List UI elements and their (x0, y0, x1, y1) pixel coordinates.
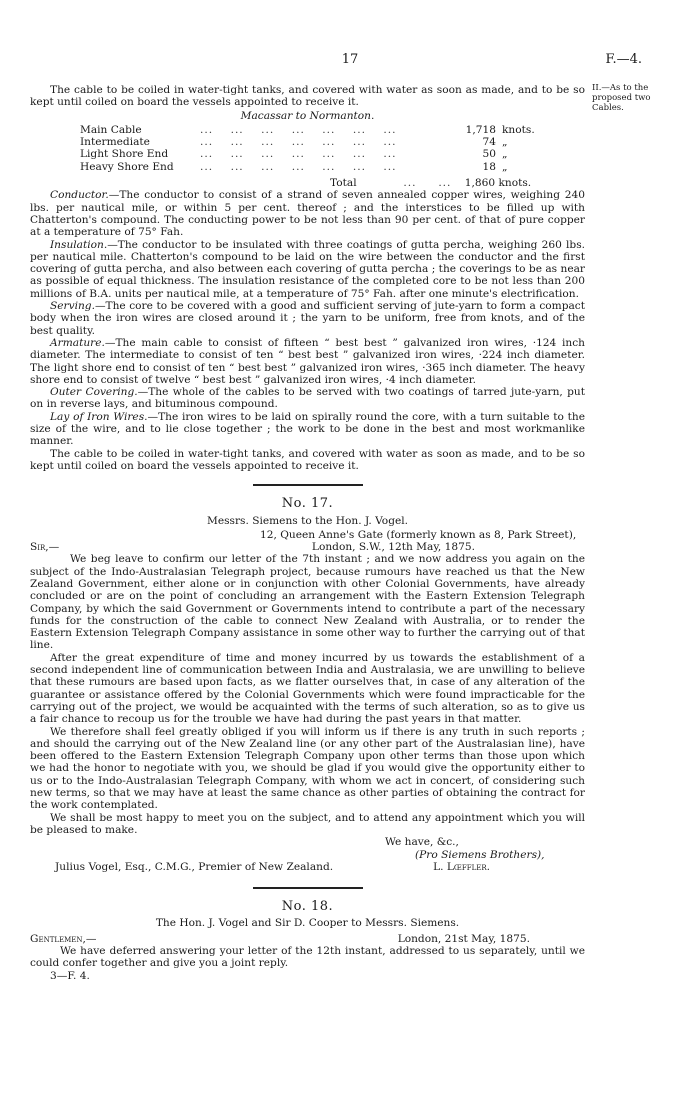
letter17-title-text: Messrs. Siemens to the Hon. J. Vogel. (207, 514, 408, 527)
margin-note: II.—As to the proposed two Cables. (592, 83, 651, 113)
cable-unit: „ (502, 160, 508, 173)
spec-paragraph (30, 411, 585, 448)
cable-name: Main Cable (80, 123, 142, 136)
spec-paragraph (30, 337, 585, 386)
document-reference: F.—4. (605, 52, 642, 67)
page-number: 17 (341, 52, 359, 67)
letter17-address-line2: London, S.W., 12th May, 1875. (311, 541, 475, 554)
letter17-addressee: Julius Vogel, Esq., C.M.G., Premier of New Zealand. (55, 860, 334, 873)
cable-value: 74 (482, 136, 496, 149)
cable-value: 18 (482, 160, 496, 173)
letter17-paragraph: We therefore shall feel greatly obliged if you will inform us if there is any truth in such reports ; and should the carrying out of the New Zealand line (or any other part of the Australasian line), have been offered to the Eastern Extension Telegraph Company upon other terms than those upon which we had the honor to negotiate with you, we should be glad if you would give the opportunity either to us or to the Indo-Australasian Telegraph Company, with whom we act in concert, of considering such new terms, so that we may have at least the same chance as other parties of obtaining the contract for the work contemplated. (30, 725, 585, 812)
spec-text: —The main cable to consist of fifteen “ best best ” galvanized iron wires, ·124 inch diameter. The intermediate to consist of ten “ best best ” galvanized iron wires, ·224 inch diameter. The light shore end to consist of ten “ best best ” galvanized iron wires, ·365 inch diameter. The heavy shore end to consist of twelve “ best best ” galvanized iron wires, ·4 inch diameter. (30, 336, 585, 386)
cable-table (80, 124, 535, 173)
total-unit: knots. (498, 177, 532, 190)
letter17-paragraph: We shall be most happy to meet you on the subject, and to attend any appointment which you will be pleased to make. (30, 811, 585, 836)
letter18-title: The Hon. J. Vogel and Sir D. Cooper to Messrs. Siemens. (155, 917, 460, 930)
cable-unit: knots. (502, 123, 535, 136)
cable-unit: „ (502, 148, 508, 161)
letter18-salutation: Gentlemen,— (30, 932, 97, 945)
letter17-signature: L. Lœffler. (433, 860, 490, 873)
main-column (30, 84, 585, 982)
letter17-paragraph: We beg leave to confirm our letter of the 7th instant ; and we now address you again on the subject of the Indo-Australasian Telegraph project, because rumours have reached us that the New Zealand Government, either alone or in conjunction with other Colonial Governments, have already concluded or are on the point of concluding an arrangement with the Eastern Extension Telegraph Company, by which the said Government or Governments intend to contribute a part of the necessary funds for the construction of the cable to connect New Zealand with Australia, or to render the Eastern Extension Telegraph Company assistance in some other way to further the carrying out of that line. (30, 553, 585, 652)
cable-name: Light Shore End (80, 148, 169, 161)
letter17-paragraph: After the great expenditure of time and money incurred by us towards the establishment of a second independent line of communication between India and Australasia, we are unwilling to believe that these rumours are based upon facts, as we flatter ourselves that, in case of any alteration of the guarantee or assistance offered by the Colonial Governments which were found impracticable for the carrying out of the project, we would be acquainted with the terms of such alteration, so as to give us a fair chance to recoup us for the trouble we have had during the past years in that matter. (30, 651, 585, 726)
closing-paragraph: The cable to be coiled in water-tight tanks, and covered with water as soon as made, and to be so kept until coiled on board the vessels appointed to receive it. (30, 447, 585, 472)
spec-text: —The conductor to be insulated with three coatings of gutta percha, weighing 260 lbs. per nautical mile. Chatterton's compound to be laid on the wire between the conductor and the first covering of gutta percha, and also between each covering of gutta percha ; the coverings to be as near as possible of equal thickness. The insulation resistance of the completed core to be not less than 200 millions of B.A. units per nautical mile, at a temperature of 75° Fah. after one minute's electrification. (30, 238, 585, 300)
page-header (0, 52, 700, 68)
spec-text: —The core to be covered with a good and sufficient serving of jute-yarn to form a compact body when the iron wires are closed around it ; the yarn to be uniform, free from knots, and of the best quality. (30, 300, 585, 337)
cable-value: 50 (482, 148, 496, 161)
letter18-paragraph: We have deferred answering your letter of the 12th instant, addressed to us separately, until we could confer together and give you a joint reply. (30, 945, 585, 970)
letter18-date: London, 21st May, 1875. (397, 932, 530, 945)
cable-unit: „ (502, 136, 508, 149)
letter17-sign-row (30, 861, 585, 873)
spec-heading: Insulation. (50, 238, 108, 251)
total-label: Total (330, 177, 357, 190)
cable-row: Light Shore End ... ... ... ... ... ... ... 50 „ (80, 148, 535, 160)
spec-heading: Armature. (50, 336, 105, 349)
intro-paragraph: The cable to be coiled in water-tight tanks, and covered with water as soon as made, and to be so kept until coiled on board the vessels appointed to receive it. (30, 84, 585, 109)
letter17-pro: (Pro Siemens Brothers), (415, 848, 545, 861)
spec-heading: Conductor. (50, 189, 109, 202)
section-divider-2 (253, 887, 363, 889)
page-footer-signature: 3—F. 4. (50, 969, 90, 982)
letter17-title (30, 515, 585, 527)
letter17-salutation-row (30, 541, 585, 553)
route-title: Macassar to Normanton. (240, 109, 375, 122)
spec-paragraph (30, 239, 585, 300)
total-value: 1,860 (464, 177, 496, 190)
section-divider (253, 484, 363, 486)
spec-text: —The iron wires to be laid on spirally round the core, with a turn suitable to the size of the wire, and to lie close together ; the work to be done in the best and most workmanlike manner. (30, 410, 585, 448)
letter17-address-line1: 12, Queen Anne's Gate (formerly known as 8, Park Street), (260, 528, 577, 541)
specification-list (30, 189, 585, 447)
spec-text: —The whole of the cables to be served with two coatings of tarred jute-yarn, put on in reverse lays, and bituminous compound. (30, 386, 585, 411)
letter17-number: No. 17. (281, 496, 334, 512)
cable-name: Heavy Shore End (80, 160, 174, 173)
spec-paragraph (30, 300, 585, 337)
letter17-body (30, 553, 585, 836)
letter18-salutation-row (30, 933, 585, 945)
spec-paragraph (30, 189, 585, 238)
spec-heading: Serving. (50, 300, 95, 313)
letter17-salutation: Sir,— (30, 541, 60, 554)
spec-text: —The conductor to consist of a strand of seven annealed copper wires, weighing 240 lbs. per nautical mile, or within 5 per cent. thereof ; and the interstices to be filled up with Chatterton's compound. The conducting power to be not less than 90 per cent. of that of pure copper at a temperature of 75° Fah. (30, 189, 585, 239)
cable-name: Intermediate (80, 136, 150, 149)
cable-value: 1,718 (465, 123, 496, 136)
letter18-number: No. 18. (281, 899, 334, 915)
spec-heading: Lay of Iron Wires. (50, 410, 148, 423)
spec-heading: Outer Covering. (50, 386, 138, 399)
cable-row: Intermediate ... ... ... ... ... ... ... 74 „ (80, 136, 535, 148)
cable-row: Heavy Shore End ... ... ... ... ... ... ... 18 „ (80, 161, 535, 173)
table-total: Total ... ... 1,860 knots. (330, 177, 532, 190)
letter17-closing: We have, &c., (385, 836, 459, 849)
cable-row: Main Cable ... ... ... ... ... ... ... 1,718 knots. (80, 123, 535, 136)
spec-paragraph (30, 386, 585, 411)
